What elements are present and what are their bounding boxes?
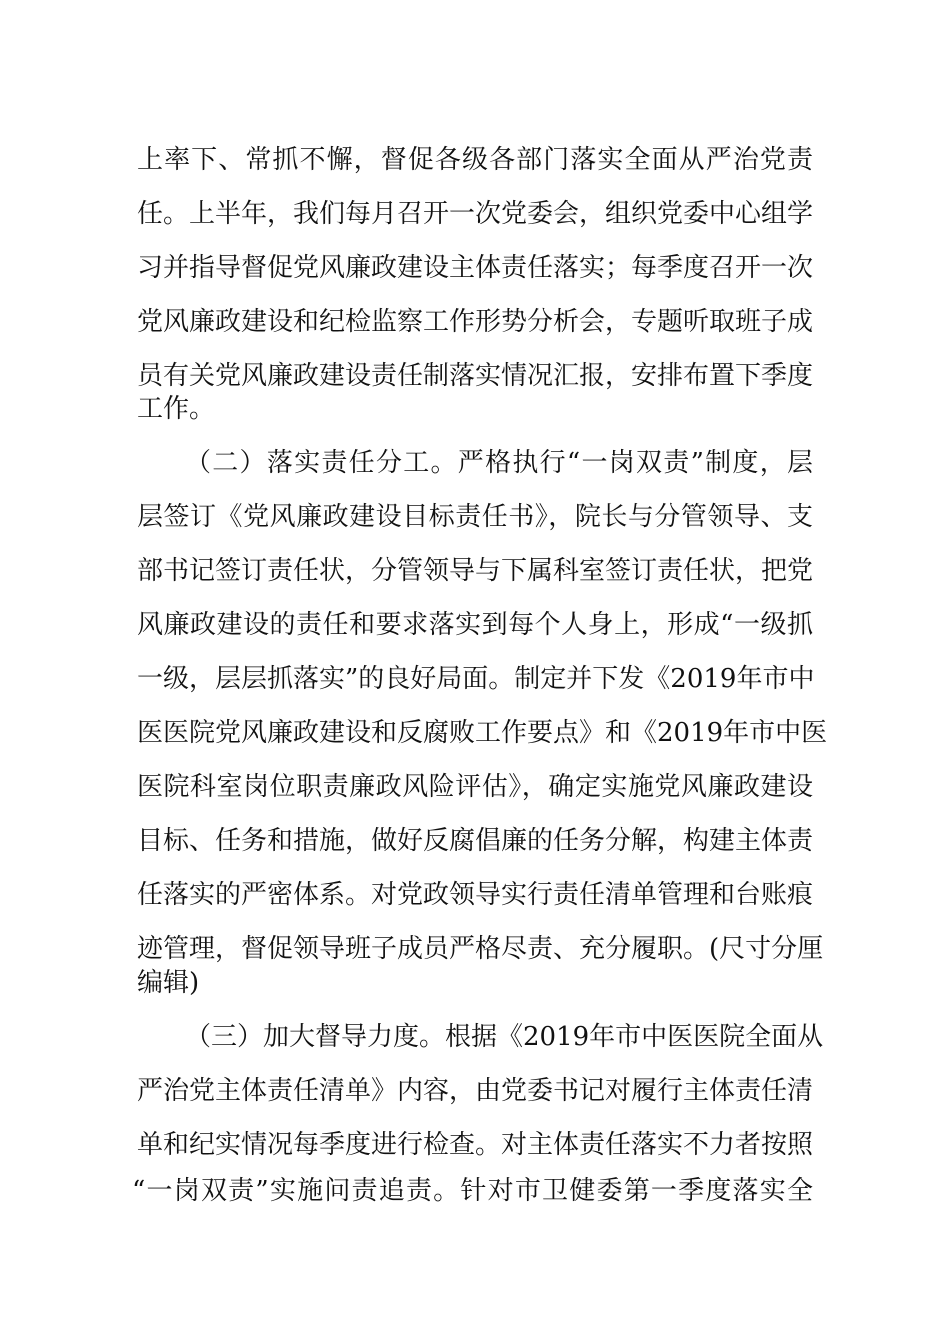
text-line-12: 医医院党风廉政建设和反腐败工作要点》和《2019年市中医 <box>137 718 828 748</box>
section-3-first-line: （三）加大督导力度。根据《2019年市中医医院全面从 <box>185 1022 824 1052</box>
text-line-5: 员有关党风廉政建设责任制落实情况汇报，安排布置下季度 <box>137 361 814 391</box>
text-line-13: 医院科室岗位职责廉政风险评估》，确定实施党风廉政建设 <box>137 772 813 802</box>
text-line-2: 任。上半年，我们每月召开一次党委会，组织党委中心组学 <box>137 199 814 229</box>
section-2-first-line: （二）落实责任分工。严格执行“一岗双责”制度，层 <box>185 448 813 478</box>
text-line-4: 党风廉政建设和纪检监察工作形势分析会，专题听取班子成 <box>137 307 814 337</box>
text-line-8: 层签订《党风廉政建设目标责任书》，院长与分管领导、支 <box>137 502 813 532</box>
text-line-19: 严治党主体责任清单》内容，由党委书记对履行主体责任清 <box>137 1076 814 1106</box>
text-line-15: 任落实的严密体系。对党政领导实行责任清单管理和台账痕 <box>137 880 814 910</box>
text-line-1: 上率下、常抓不懈，督促各级各部门落实全面从严治党责 <box>137 145 813 175</box>
text-line-20: 单和纪实情况每季度进行检查。对主体责任落实不力者按照 <box>137 1130 814 1160</box>
text-line-11: 一级，层层抓落实”的良好局面。制定并下发《2019年市中 <box>137 664 815 694</box>
text-line-10: 风廉政建设的责任和要求落实到每个人身上，形成“一级抓 <box>137 610 813 640</box>
text-line-6: 工作。 <box>137 394 216 424</box>
text-line-14: 目标、任务和措施，做好反腐倡廉的任务分解，构建主体责 <box>137 826 814 856</box>
text-line-16: 迹管理，督促领导班子成员严格尽责、充分履职。(尺寸分厘 <box>137 934 824 964</box>
text-line-21: “一岗双责”实施问责追责。针对市卫健委第一季度落实全 <box>132 1176 813 1206</box>
text-line-17: 编辑) <box>137 968 200 998</box>
text-line-9: 部书记签订责任状，分管领导与下属科室签订责任状，把党 <box>137 556 814 586</box>
text-line-3: 习并指导督促党风廉政建设主体责任落实；每季度召开一次 <box>137 253 814 283</box>
